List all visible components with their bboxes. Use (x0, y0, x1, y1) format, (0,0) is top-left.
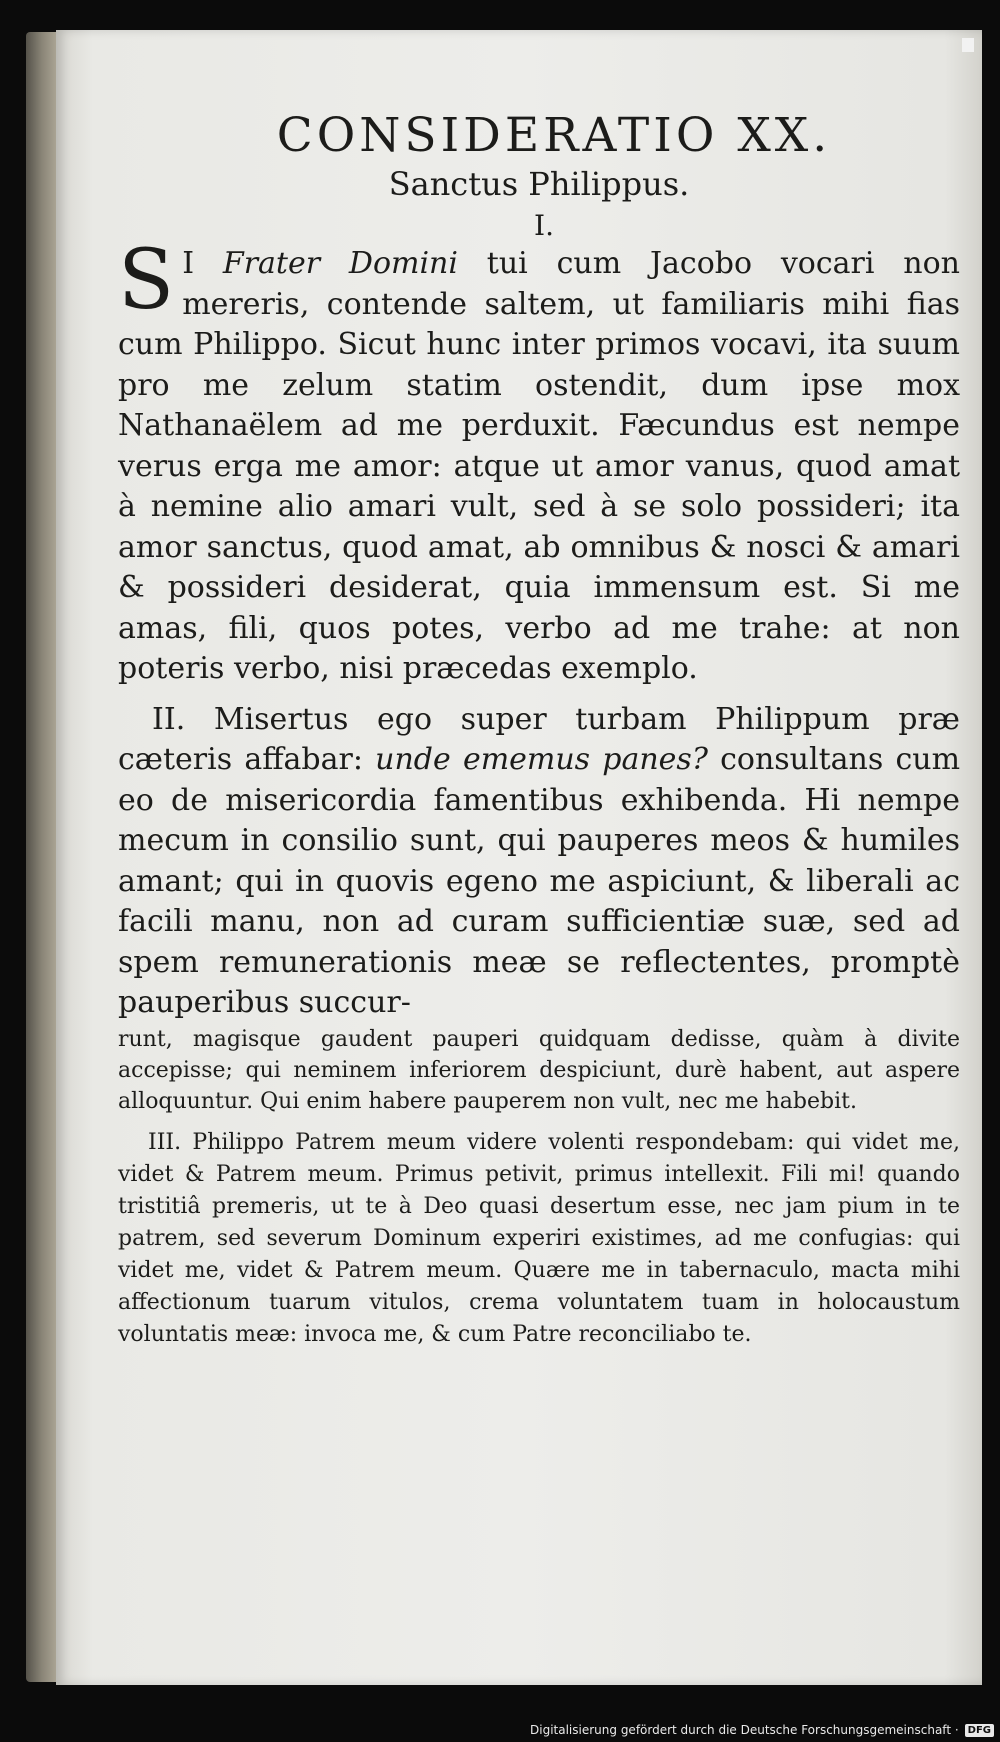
paragraph-1-text: tui cum Jacobo vocari non mereris, contende saltem, ut familiaris mihi fias cum Philippo. Sicut hunc inter primos vocavi, ita suum pro me zelum statim ostendit, dum ipse mox Nathanaëlem ad me perduxit. Fæcundus est nempe verus erga me amor: atque ut amor vanus, quod amat à nemine alio amari vult, sed à se solo possideri; ita amor sanctus, quod amat, ab omnibus & nosci & amari & possideri desiderat, quia immensum est. Si me amas, fili, quos potes, verbo ad me trahe: at non poteris verbo, nisi præcedas exemplo. (118, 246, 960, 686)
page-subtitle: Sanctus Philippus. (388, 165, 690, 203)
paragraph-2-text: consultans cum eo de misericordia famentibus exhibenda. Hi nempe mecum in consilio sunt, qui pauperes meos & humiles amant; qui in quovis egeno me aspiciunt, & liberali ac facili manu, non ad curam sufficientiæ suæ, sed ad spem remunerationis meæ se reflectentes, promptè pauperibus succur- (118, 742, 961, 1020)
footer-credit: Digitalisierung gefördert durch die Deutsche Forschungsgemeinschaft · (530, 1723, 959, 1737)
paragraph-3: III. Philippo Patrem meum videre volenti respondebam: qui videt me, videt & Patrem meum. Primus petivit, primus intellexit. Fili mi! quando tristitiâ premeris, ut te à Deo quasi desertum esse, nec jam pium in te patrem, sed severum Dominum experiri existimes, ad me confugias: qui videt me, videt & Patrem meum. Quære me in tabernaculo, macta mihi affectionum tuarum vitulos, crema voluntatem tuam in holocaustum voluntatis meæ: invoca me, & cum Patre reconciliabo te. (118, 1129, 960, 1347)
drop-cap: S (118, 233, 175, 328)
page-content (118, 108, 960, 1351)
paragraph-1 (118, 233, 960, 690)
paragraph-1-start: I (182, 246, 223, 281)
section-numeral: I. (534, 209, 554, 242)
digitization-footer (0, 1718, 1000, 1742)
paragraph-2-italic: unde ememus panes? (375, 742, 708, 777)
paragraph-1-italic: Frater Domini (222, 246, 458, 281)
corner-mark (962, 38, 974, 52)
dfg-logo-icon: DFG (965, 1724, 994, 1737)
paragraph-2-continuation: runt, magisque gaudent pauperi quidquam dedisse, quàm à divite accepisse; qui neminem inferiorem despiciunt, durè habent, aut aspere alloquuntur. Qui enim habere pauperem non vult, nec me habebit. (118, 1026, 960, 1114)
paragraph-2-start: II. Misertus ego super turbam Philippum præ cæteris affabar: (118, 701, 960, 777)
paragraph-2 (118, 700, 960, 1024)
page-title: CONSIDERATIO XX. (276, 108, 832, 163)
